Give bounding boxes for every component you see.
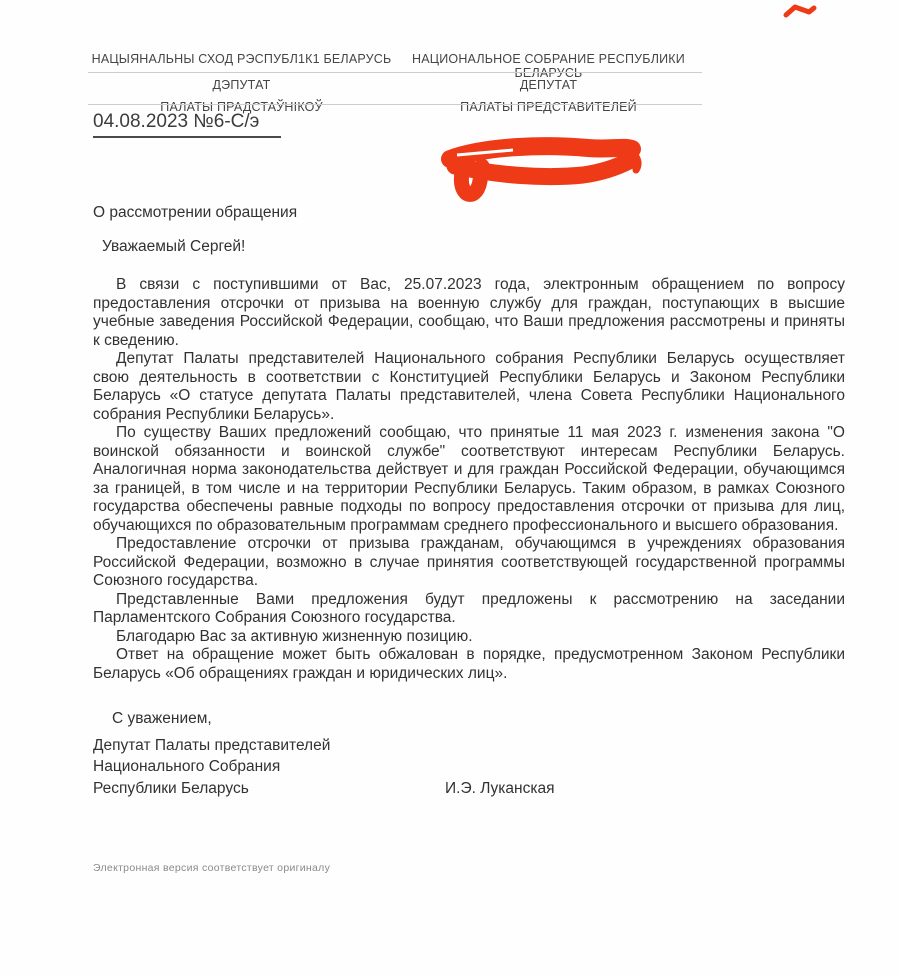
letterhead-divider-bottom — [88, 104, 702, 105]
letterhead-org-name-by: НАЦЫЯНАЛЬНЫ СХОД РЭСПУБЛ1К1 БЕЛАРУСЬ — [91, 52, 392, 66]
letterhead-divider-top — [88, 72, 702, 73]
letter-paragraph: По существу Ваших предложений сообщаю, что принятые 11 мая 2023 г. изменения закона "О воинской обязанности и воинской службе" соответствуют интересам Республики Беларусь. Аналогичная норма законодательства действует и для граждан Российской Федерации, обучающимся за границей, в том числе и на территории Республики Беларусь. Таким образом, в рамках Союзного государства обеспечены равные подходы по вопросу предоставления отсрочки от призыва для лиц, обучающихся по образовательным программам среднего профессионального и высшего образования. — [93, 424, 845, 534]
letter-paragraph: Благодарю Вас за активную жизненную позицию. — [116, 627, 473, 645]
letterhead-org-name-ru: НАЦИОНАЛЬНОЕ СОБРАНИЕ РЕСПУБЛИКИ БЕЛАРУСЬ — [412, 52, 685, 80]
letter-paragraph: Предоставление отсрочки от призыва гражданам, обучающимся в учреждениях образования Российской Федерации, возможно в случае принятия соответствующей государственной программы Союзного государства. — [93, 535, 845, 589]
letterhead-chamber-by: ПАЛАТЫ ПРАДСТАЎНІКОЎ — [160, 100, 323, 114]
signature-name: И.Э. Луканская — [445, 779, 555, 797]
signature-position-line — [93, 778, 845, 800]
letter-paragraph: Представленные Вами предложения будут предложены к рассмотрению на заседании Парламентского Собрания Союзного государства. — [93, 590, 845, 626]
reference-date-number: 04.08.2023 №6-С/э — [93, 111, 281, 138]
electronic-copy-note: Электронная версия соответствует оригиналу — [93, 862, 331, 874]
signature-position-line-text: Республики Беларусь — [93, 779, 249, 797]
letterhead-title-ru: ДЕПУТАТ — [519, 78, 578, 92]
letter-salutation: Уважаемый Сергей! — [102, 237, 246, 255]
letter-paragraph: В связи с поступившими от Вас, 25.07.2023 года, электронным обращением по вопросу предоставления отсрочки от призыва на военную службу для граждан, поступающих в высшие учебные заведения Российской Федерации, сообщаю, что Ваши предложения рассмотрены и приняты к сведению. — [93, 276, 845, 349]
red-pen-corner-stroke — [786, 7, 814, 15]
letterhead-title-by: ДЭПУТАТ — [212, 78, 271, 92]
signature-position-line: Национального Собрания — [93, 758, 281, 775]
letter-paragraph: Ответ на обращение может быть обжалован в порядке, предусмотренном Законом Республики Беларусь «Об обращениях граждан и юридических лиц». — [93, 646, 845, 682]
letter-body — [93, 204, 845, 799]
red-marker-redaction — [425, 133, 655, 203]
letterhead-chamber-ru: ПАЛАТЫ ПРЕДСТАВИТЕЛЕЙ — [460, 100, 637, 114]
red-pen-corner-mark-icon — [782, 2, 818, 22]
signature-position-line: Депутат Палаты представителей — [93, 736, 331, 754]
letter-closing: С уважением, — [112, 710, 212, 727]
signature-block — [93, 735, 845, 800]
letter-subject: О рассмотрении обращения — [93, 204, 298, 221]
letter-paragraph: Депутат Палаты представителей Национального собрания Республики Беларусь осуществляет свою деятельность в соответствии с Конституцией Республики Беларусь и Законом Республики Беларусь «О статусе депутата Палаты представителей, члена Совета Республики Национального собрания Республики Беларусь». — [93, 350, 845, 423]
